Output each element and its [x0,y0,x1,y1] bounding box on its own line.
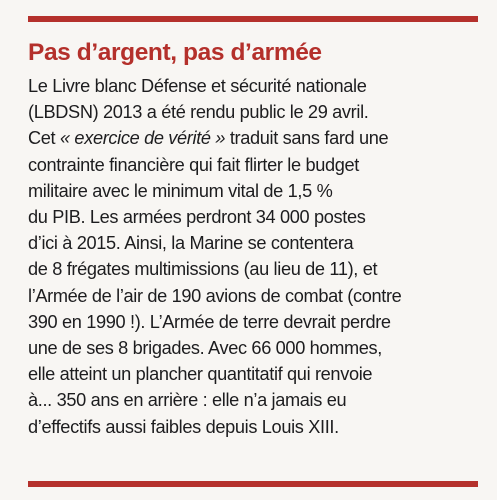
body-line [28,73,480,99]
text-segment: une de ses 8 brigades. Avec 66 000 hommes, [28,338,383,359]
article-body [28,73,480,440]
text-segment: contrainte financière qui fait flirter le budget [28,154,359,175]
text-segment: de 8 frégates multimissions (au lieu de 11), et [28,259,378,280]
article-box [28,36,480,440]
body-line [28,256,480,282]
text-segment: d’ici à 2015. Ainsi, la Marine se contentera [28,233,354,254]
body-line [28,178,480,204]
body-line [28,125,480,151]
article-headline: Pas d’argent, pas d’armée [28,39,322,66]
body-line [28,230,480,256]
text-segment: d’effectifs aussi faibles depuis Louis XIII. [28,416,339,437]
text-segment: à... 350 ans en arrière : elle n’a jamais eu [28,390,347,411]
bottom-red-rule [28,481,478,487]
body-line [28,335,480,361]
body-line [28,361,480,387]
text-segment: Cet [28,128,60,149]
body-line [28,99,480,125]
body-line [28,309,480,335]
text-segment: Le Livre blanc Défense et sécurité nationale [28,76,367,96]
body-line [28,283,480,309]
body-line [28,414,480,440]
text-segment: (LBDSN) 2013 a été rendu public le 29 avril. [28,102,369,123]
text-segment: 390 en 1990 !). L’Armée de terre devrait perdre [28,311,391,332]
text-segment: l’Armée de l’air de 190 avions de combat (contre [28,285,402,306]
text-segment: du PIB. Les armées perdront 34 000 postes [28,207,366,228]
body-line [28,387,480,413]
body-line [28,204,480,230]
text-segment: elle atteint un plancher quantitatif qui renvoie [28,364,373,385]
top-red-rule [28,16,478,22]
italic-quote: « exercice de vérité » [59,128,226,149]
body-line [28,152,480,178]
text-segment: traduit sans fard une [225,128,389,149]
text-segment: militaire avec le minimum vital de 1,5 % [28,180,333,201]
